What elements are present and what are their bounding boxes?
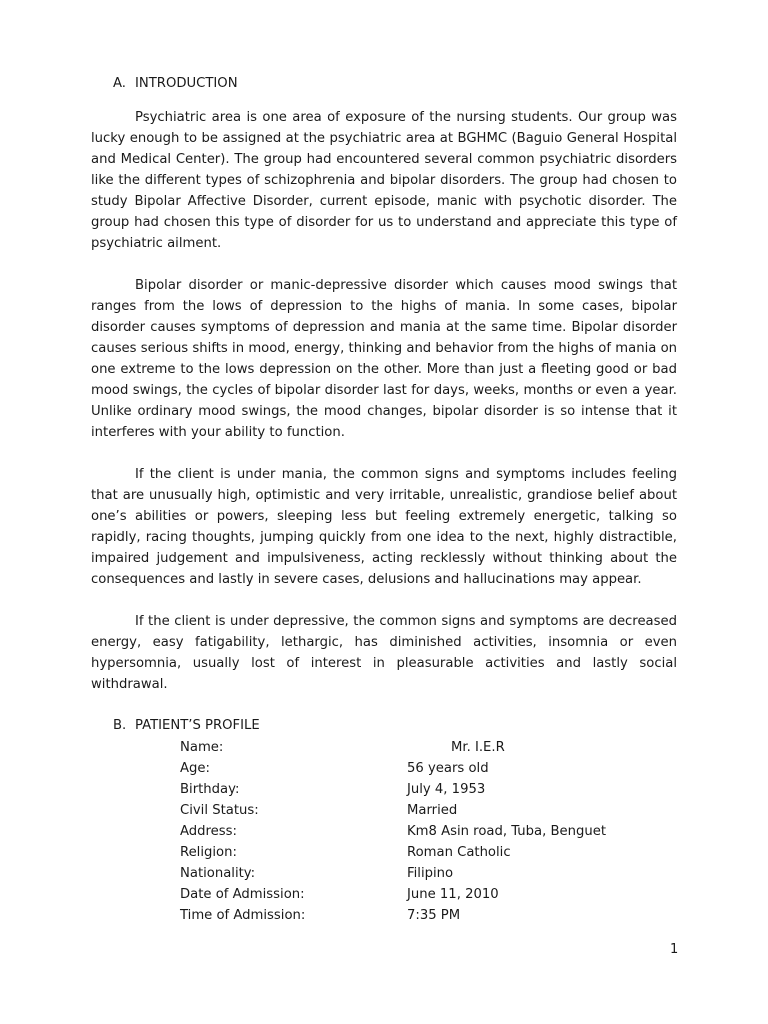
profile-row-nationality [180, 863, 620, 884]
profile-value: Km8 Asin road, Tuba, Benguet [407, 824, 606, 839]
section-a-title: INTRODUCTION [135, 76, 238, 91]
profile-row-birthday [180, 779, 620, 800]
profile-value: Filipino [407, 866, 454, 881]
profile-key: Nationality: [180, 866, 256, 881]
profile-value: 56 years old [407, 761, 489, 776]
section-a-label: A. [113, 76, 126, 91]
profile-value: Mr. I.E.R [451, 740, 505, 755]
profile-value: July 4, 1953 [407, 782, 486, 797]
profile-key: Name: [180, 740, 224, 755]
profile-value: 7:35 PM [407, 908, 461, 923]
profile-value: June 11, 2010 [407, 887, 499, 902]
profile-row-age [180, 758, 620, 779]
profile-key: Birthday: [180, 782, 240, 797]
section-a-heading [113, 76, 238, 91]
profile-key: Civil Status: [180, 803, 259, 818]
profile-row-civil-status [180, 800, 620, 821]
patient-profile-table [180, 737, 620, 926]
intro-paragraph-2: Bipolar disorder or manic-depressive disorder which causes mood swings that ranges from the lows of depression to the highs of mania. In some cases, bipolar disorder causes symptoms of depression and mania at the same time. Bipolar disorder causes serious shifts in mood, energy, thinking and behavior from the highs of mania on one extreme to the lows depression on the other. More than just a fleeting good or bad mood swings, the cycles of bipolar disorder last for days, weeks, months or even a year. Unlike ordinary mood swings, the mood changes, bipolar disorder is so intense that it interferes with your ability to function. [91, 278, 677, 440]
profile-row-time-of-admission [180, 905, 620, 926]
profile-row-address [180, 821, 620, 842]
profile-key: Time of Admission: [180, 908, 306, 923]
profile-row-name [180, 737, 620, 758]
profile-key: Age: [180, 761, 210, 776]
profile-value: Married [407, 803, 458, 818]
section-b-title: PATIENT’S PROFILE [135, 718, 260, 733]
intro-paragraph-4: If the client is under depressive, the common signs and symptoms are decreased energy, easy fatigability, lethargic, has diminished activities, insomnia or even hypersomnia, usually lost of interest in pleasurable activities and lastly social withdrawal. [91, 614, 677, 692]
profile-key: Address: [180, 824, 237, 839]
page-number: 1 [670, 942, 679, 957]
profile-key: Date of Admission: [180, 887, 305, 902]
section-b-label: B. [113, 718, 127, 733]
profile-key: Religion: [180, 845, 237, 860]
intro-paragraph-1: Psychiatric area is one area of exposure of the nursing students. Our group was lucky enough to be assigned at the psychiatric area at BGHMC (Baguio General Hospital and Medical Center). The group had encountered several common psychiatric disorders like the different types of schizophrenia and bipolar disorders. The group had chosen to study Bipolar Affective Disorder, current episode, manic with psychotic disorder. The group had chosen this type of disorder for us to understand and appreciate this type of psychiatric ailment. [91, 110, 677, 251]
profile-row-religion [180, 842, 620, 863]
profile-row-date-of-admission [180, 884, 620, 905]
intro-paragraph-3: If the client is under mania, the common signs and symptoms includes feeling that are unusually high, optimistic and very irritable, unrealistic, grandiose belief about one’s abilities or powers, sleeping less but feeling extremely energetic, talking so rapidly, racing thoughts, jumping quickly from one idea to the next, highly distractible, impaired judgement and impulsiveness, acting recklessly without thinking about the consequences and lastly in severe cases, delusions and hallucinations may appear. [91, 467, 677, 587]
profile-value: Roman Catholic [407, 845, 511, 860]
section-b-heading [113, 718, 260, 733]
